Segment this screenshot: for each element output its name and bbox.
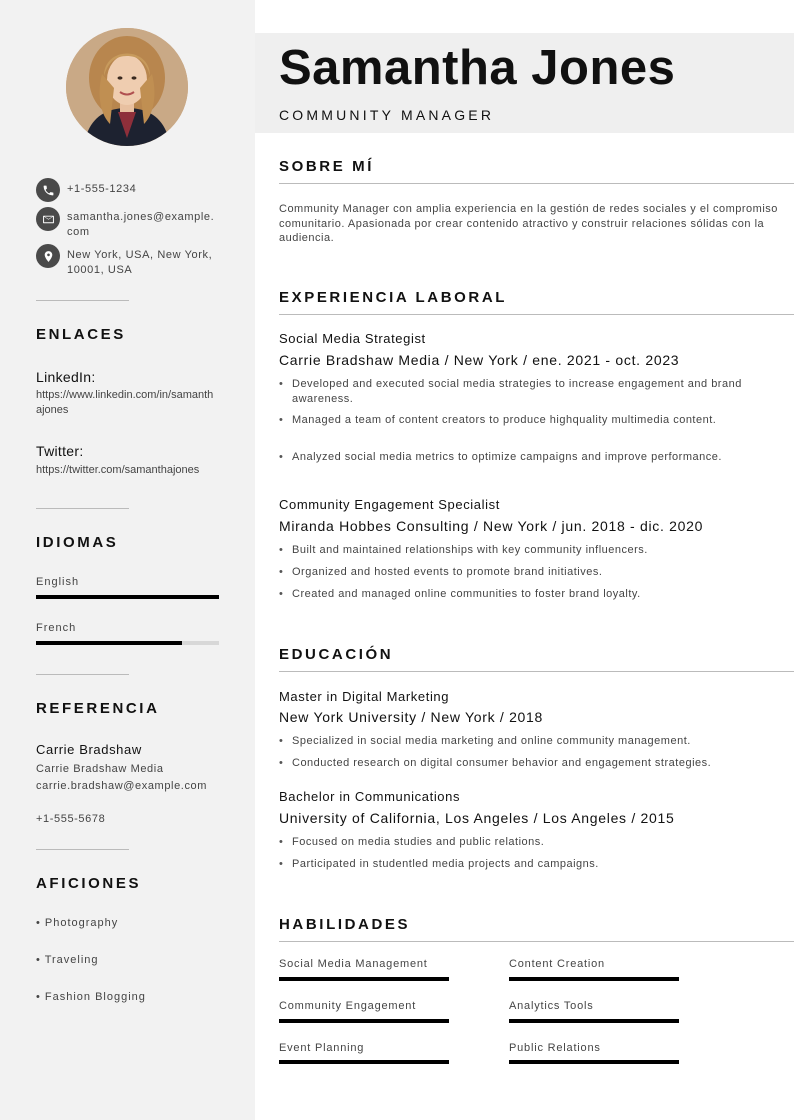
- phone-text: +1-555-1234: [67, 183, 137, 195]
- sidebar: [0, 0, 255, 1120]
- job-bullet: • Developed and executed social media strategies to increase engagement and brand awareness.: [279, 377, 771, 406]
- about-heading: SOBRE MÍ: [279, 158, 374, 175]
- contact-address: [36, 244, 219, 278]
- candidate-role: COMMUNITY MANAGER: [279, 107, 495, 123]
- skill-name: Public Relations: [509, 1042, 601, 1054]
- sidebar-divider: [36, 300, 129, 301]
- language-level-fill: [36, 595, 219, 599]
- job-title: Social Media Strategist: [279, 331, 426, 346]
- hobby-item: • Traveling: [36, 954, 99, 966]
- skill-name: Content Creation: [509, 958, 605, 970]
- profile-photo-illustration: [66, 28, 188, 146]
- candidate-name: Samantha Jones: [279, 41, 676, 95]
- degree-bullet: • Focused on media studies and public relations.: [279, 835, 771, 850]
- education-heading: EDUCACIÓN: [279, 646, 394, 663]
- reference-heading: REFERENCIA: [36, 700, 160, 717]
- reference-email: carrie.bradshaw@example.com: [36, 780, 208, 792]
- skills-heading: HABILIDADES: [279, 916, 411, 933]
- job-bullet: • Created and managed online communities to foster brand loyalty.: [279, 587, 771, 602]
- job-bullet: • Managed a team of content creators to produce highquality multimedia content.: [279, 413, 771, 428]
- section-divider: [279, 671, 794, 672]
- email-text: samantha.jones@example.com: [67, 211, 215, 238]
- skill-name: Social Media Management: [279, 958, 428, 970]
- reference-name: Carrie Bradshaw: [36, 742, 142, 757]
- profile-photo: [66, 28, 188, 146]
- language-level-fill: [36, 641, 182, 645]
- skill-level-bar: [279, 977, 449, 981]
- about-text: Community Manager con amplia experiencia en la gestión de redes sociales y el compromiso comunitario. Apasionada por crear contenido atractivo y construir relaciones sólidas con la audiencia.: [279, 203, 778, 244]
- section-divider: [279, 314, 794, 315]
- section-divider: [279, 941, 794, 942]
- job-subtitle: Miranda Hobbes Consulting / New York / jun. 2018 - dic. 2020: [279, 518, 704, 534]
- language-level-bar: [36, 641, 219, 645]
- skill-level-bar: [279, 1060, 449, 1064]
- degree-bullet: • Participated in studentled media projects and campaigns.: [279, 857, 771, 872]
- skill-level-bar: [509, 977, 679, 981]
- language-name: English: [36, 576, 80, 588]
- degree-subtitle: University of California, Los Angeles / Los Angeles / 2015: [279, 810, 675, 826]
- location-pin-icon: [36, 244, 60, 268]
- linkedin-link[interactable]: https://www.linkedin.com/in/samanthajones: [36, 389, 214, 416]
- job-bullet: • Organized and hosted events to promote brand initiatives.: [279, 565, 771, 580]
- job-bullet: • Analyzed social media metrics to optimize campaigns and improve performance.: [279, 450, 771, 465]
- sidebar-divider: [36, 674, 129, 675]
- degree-title: Master in Digital Marketing: [279, 689, 450, 704]
- sidebar-divider: [36, 508, 129, 509]
- degree-bullet: • Conducted research on digital consumer behavior and engagement strategies.: [279, 756, 771, 771]
- degree-title: Bachelor in Communications: [279, 789, 461, 804]
- email-icon: [36, 207, 60, 231]
- hobby-item: • Photography: [36, 917, 119, 929]
- language-level-bar: [36, 595, 219, 599]
- hobbies-heading: AFICIONES: [36, 875, 142, 892]
- language-name: French: [36, 622, 77, 634]
- section-divider: [279, 183, 794, 184]
- skill-name: Community Engagement: [279, 1000, 417, 1012]
- twitter-label: Twitter:: [36, 443, 84, 459]
- skill-name: Event Planning: [279, 1042, 365, 1054]
- job-subtitle: Carrie Bradshaw Media / New York / ene. 2021 - oct. 2023: [279, 352, 680, 368]
- skill-name: Analytics Tools: [509, 1000, 594, 1012]
- skill-level-bar: [509, 1019, 679, 1023]
- degree-subtitle: New York University / New York / 2018: [279, 709, 544, 725]
- linkedin-label: LinkedIn:: [36, 369, 96, 385]
- twitter-link[interactable]: https://twitter.com/samanthajones: [36, 464, 200, 476]
- hobby-item: • Fashion Blogging: [36, 991, 146, 1003]
- experience-heading: EXPERIENCIA LABORAL: [279, 289, 508, 306]
- sidebar-divider: [36, 849, 129, 850]
- reference-company: Carrie Bradshaw Media: [36, 763, 164, 775]
- phone-icon: [36, 178, 60, 202]
- reference-phone: +1-555-5678: [36, 813, 106, 825]
- address-text: New York, USA, New York, 10001, USA: [67, 249, 213, 276]
- degree-bullet: • Specialized in social media marketing and online community management.: [279, 734, 771, 749]
- skill-level-bar: [279, 1019, 449, 1023]
- contact-email: [36, 207, 219, 240]
- job-title: Community Engagement Specialist: [279, 497, 500, 512]
- links-heading: ENLACES: [36, 326, 126, 343]
- languages-heading: IDIOMAS: [36, 534, 119, 551]
- contact-phone: [36, 178, 219, 202]
- job-bullet: • Built and maintained relationships with key community influencers.: [279, 543, 771, 558]
- skill-level-bar: [509, 1060, 679, 1064]
